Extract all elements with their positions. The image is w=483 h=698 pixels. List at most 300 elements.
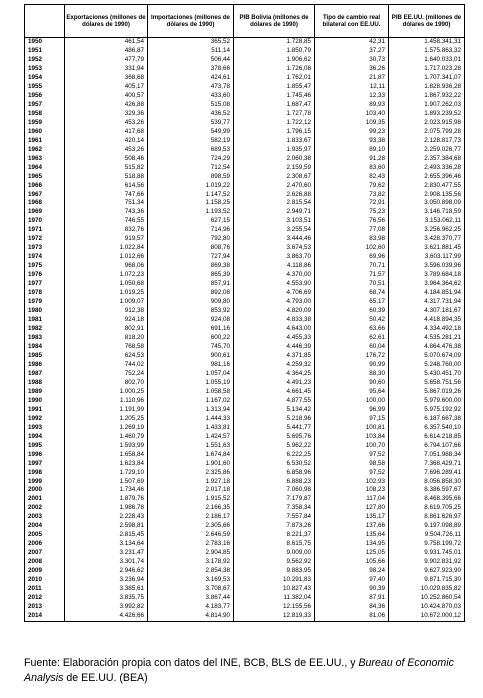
cell-imports: 433,60 [148,92,234,101]
cell-exports: 1.191,99 [65,406,148,415]
cell-gdp-bolivia: 4.371,85 [234,352,315,361]
cell-imports: 865,39 [148,271,234,280]
cell-gdp-bolivia: 9.562,92 [234,558,315,567]
cell-imports: 1.927,18 [148,477,234,486]
table-row [25,549,465,558]
cell-gdp-bolivia: 4.364,25 [234,370,315,379]
cell-gdp-usa: 2.493.336,28 [389,164,465,173]
cell-imports: 627,15 [148,217,234,226]
cell-year: 1970 [25,217,65,226]
cell-exchange-rate: 102,93 [315,477,389,486]
cell-gdp-usa: 1.867.932,22 [389,92,465,101]
cell-gdp-bolivia: 4.118,86 [234,262,315,271]
cell-imports: 853,92 [148,307,234,316]
cell-gdp-usa: 2.075.799,28 [389,128,465,137]
table-row [25,558,465,567]
cell-gdp-usa: 1.828.936,28 [389,83,465,92]
cell-gdp-bolivia: 1.728,85 [234,38,315,47]
cell-exchange-rate: 135,17 [315,513,389,522]
cell-exports: 746,55 [65,217,148,226]
cell-gdp-bolivia: 2.815,54 [234,199,315,208]
cell-year: 1952 [25,56,65,65]
cell-exchange-rate: 99,23 [315,128,389,137]
cell-gdp-usa: 3.964.364,62 [389,280,465,289]
cell-exports: 3.134,64 [65,540,148,549]
cell-year: 1960 [25,128,65,137]
cell-gdp-bolivia: 3.103,51 [234,217,315,226]
cell-exports: 331,94 [65,65,148,74]
table-row [25,56,465,65]
cell-year: 1964 [25,164,65,173]
cell-exports: 747,66 [65,190,148,199]
cell-imports: 424,61 [148,74,234,83]
cell-exports: 802,91 [65,325,148,334]
cell-gdp-usa: 3.153.062,11 [389,217,465,226]
cell-exports: 2.228,43 [65,513,148,522]
table-row [25,244,465,253]
cell-year: 1980 [25,307,65,316]
cell-gdp-usa: 8.619.705,25 [389,504,465,513]
cell-year: 1999 [25,477,65,486]
cell-exchange-rate: 97,52 [315,451,389,460]
cell-imports: 1.167,02 [148,397,234,406]
cell-gdp-usa: 1.640.033,01 [389,56,465,65]
cell-gdp-usa: 1.458.341,31 [389,38,465,47]
table-row [25,208,465,217]
cell-exchange-rate: 91,28 [315,155,389,164]
data-table [24,4,465,622]
cell-exchange-rate: 108,23 [315,486,389,495]
cell-gdp-bolivia: 12.819,33 [234,612,315,621]
cell-exchange-rate: 12,33 [315,92,389,101]
cell-year: 2000 [25,486,65,495]
header-year [25,5,65,38]
cell-exchange-rate: 83,98 [315,235,389,244]
cell-exchange-rate: 97,40 [315,576,389,585]
cell-year: 1997 [25,460,65,469]
cell-gdp-bolivia: 9.009,00 [234,549,315,558]
cell-imports: 1.055,19 [148,379,234,388]
cell-gdp-usa: 8.468.395,66 [389,495,465,504]
table-row [25,235,465,244]
table-row [25,298,465,307]
cell-gdp-bolivia: 5.441,77 [234,424,315,433]
cell-exchange-rate: 97,52 [315,469,389,478]
cell-exports: 515,82 [65,164,148,173]
cell-exchange-rate: 117,04 [315,495,389,504]
cell-exchange-rate: 98,24 [315,567,389,576]
header-imports: Importaciones (millones de dólares de 1990) [148,5,234,38]
cell-gdp-bolivia: 8.221,37 [234,531,315,540]
cell-year: 1984 [25,343,65,352]
cell-exchange-rate: 89,10 [315,146,389,155]
table-row [25,253,465,262]
cell-exports: 405,17 [65,83,148,92]
cell-imports: 2.166,35 [148,504,234,513]
table-body [25,38,465,622]
cell-exports: 1.072,23 [65,271,148,280]
cell-gdp-usa: 6.794.107,66 [389,442,465,451]
cell-year: 1989 [25,388,65,397]
cell-imports: 436,52 [148,110,234,119]
cell-gdp-bolivia: 4.706,69 [234,289,315,298]
cell-imports: 473,78 [148,83,234,92]
cell-gdp-usa: 2.128.817,73 [389,137,465,146]
cell-exchange-rate: 63,66 [315,325,389,334]
cell-gdp-bolivia: 5.962,22 [234,442,315,451]
table-row [25,155,465,164]
cell-gdp-usa: 10.424.870,03 [389,603,465,612]
cell-year: 1994 [25,433,65,442]
cell-gdp-usa: 10.029.835,82 [389,585,465,594]
cell-year: 1993 [25,424,65,433]
cell-exports: 2.598,81 [65,522,148,531]
table-row [25,469,465,478]
cell-year: 1978 [25,289,65,298]
cell-year: 1974 [25,253,65,262]
header-gdp-bolivia: PIB Bolivia (millones de dólares de 1990) [234,5,315,38]
cell-imports: 3.708,67 [148,585,234,594]
cell-year: 1988 [25,379,65,388]
cell-imports: 1.313,94 [148,406,234,415]
cell-exports: 2.815,45 [65,531,148,540]
cell-exchange-rate: 37,27 [315,47,389,56]
cell-gdp-bolivia: 2.308,67 [234,173,315,182]
cell-year: 1961 [25,137,65,146]
table-row [25,406,465,415]
cell-gdp-bolivia: 1.850,79 [234,47,315,56]
cell-exports: 1.009,07 [65,298,148,307]
cell-exports: 1.050,68 [65,280,148,289]
cell-gdp-usa: 10.252.860,54 [389,594,465,603]
table-row [25,128,465,137]
cell-gdp-bolivia: 11.382,04 [234,594,315,603]
cell-gdp-bolivia: 5.218,96 [234,415,315,424]
cell-gdp-usa: 5.248.760,00 [389,361,465,370]
cell-exports: 3.236,94 [65,576,148,585]
cell-exchange-rate: 82,43 [315,173,389,182]
cell-gdp-bolivia: 5.134,42 [234,406,315,415]
cell-exports: 3.835,75 [65,594,148,603]
table-row [25,137,465,146]
cell-gdp-usa: 8.056.858,30 [389,477,465,486]
cell-exchange-rate: 50,42 [315,316,389,325]
table-row [25,316,465,325]
cell-gdp-usa: 1.707.341,07 [389,74,465,83]
cell-gdp-bolivia: 3.444,46 [234,235,315,244]
table-row [25,540,465,549]
cell-exports: 1.460,79 [65,433,148,442]
cell-exchange-rate: 127,80 [315,504,389,513]
table-row [25,307,465,316]
cell-gdp-bolivia: 6.530,52 [234,460,315,469]
cell-year: 1990 [25,397,65,406]
cell-exchange-rate: 87,91 [315,594,389,603]
cell-gdp-usa: 4.307.181,67 [389,307,465,316]
table-row [25,451,465,460]
cell-imports: 549,99 [148,128,234,137]
cell-imports: 1.057,04 [148,370,234,379]
cell-imports: 714,96 [148,226,234,235]
cell-imports: 4.814,90 [148,612,234,621]
cell-year: 2006 [25,540,65,549]
cell-year: 1950 [25,38,65,47]
cell-gdp-bolivia: 4.793,00 [234,298,315,307]
cell-gdp-usa: 5.658.751,56 [389,379,465,388]
cell-year: 2002 [25,504,65,513]
cell-exchange-rate: 98,58 [315,460,389,469]
cell-exports: 1.022,84 [65,244,148,253]
cell-gdp-usa: 4.418.894,35 [389,316,465,325]
header-gdp-usa: PIB EE.UU. (millones de dólares de 1990) [389,5,465,38]
cell-year: 1953 [25,65,65,74]
cell-gdp-bolivia: 6.222,25 [234,451,315,460]
cell-gdp-bolivia: 3.863,70 [234,253,315,262]
cell-gdp-usa: 6.614.218,85 [389,433,465,442]
cell-year: 1962 [25,146,65,155]
cell-exchange-rate: 60,04 [315,343,389,352]
cell-exchange-rate: 103,84 [315,433,389,442]
table-row [25,173,465,182]
cell-exchange-rate: 100,81 [315,424,389,433]
table-row [25,289,465,298]
cell-exports: 968,06 [65,262,148,271]
footnote-prefix: Fuente: Elaboración propia con datos del INE, BCB, BLS de EE.UU., y [24,657,359,669]
cell-gdp-usa: 5.070.674,09 [389,352,465,361]
cell-imports: 892,08 [148,289,234,298]
table-row [25,415,465,424]
cell-gdp-usa: 7.368.429,71 [389,460,465,469]
cell-exports: 417,68 [65,128,148,137]
table-row [25,370,465,379]
cell-imports: 2.783,16 [148,540,234,549]
footnote-suffix: de EE.UU. (BEA) [63,672,148,684]
cell-year: 1981 [25,316,65,325]
cell-gdp-usa: 2.023.915,98 [389,119,465,128]
table-row [25,567,465,576]
cell-imports: 2.305,66 [148,522,234,531]
cell-exchange-rate: 79,62 [315,182,389,191]
cell-year: 1968 [25,199,65,208]
cell-exports: 1.879,76 [65,495,148,504]
cell-year: 1958 [25,110,65,119]
cell-exchange-rate: 90,99 [315,361,389,370]
cell-year: 1951 [25,47,65,56]
cell-exchange-rate: 96,99 [315,406,389,415]
cell-exports: 420,14 [65,137,148,146]
cell-year: 1963 [25,155,65,164]
cell-gdp-usa: 9.758.199,72 [389,540,465,549]
cell-exchange-rate: 62,61 [315,334,389,343]
cell-year: 1982 [25,325,65,334]
cell-gdp-usa: 3.603.117,99 [389,253,465,262]
cell-year: 1977 [25,280,65,289]
cell-gdp-usa: 3.256.962,25 [389,226,465,235]
cell-imports: 2.186,17 [148,513,234,522]
cell-imports: 1.058,58 [148,388,234,397]
cell-exchange-rate: 70,51 [315,280,389,289]
cell-year: 2007 [25,549,65,558]
table-header-row [25,5,465,38]
header-exports: Exportaciones (millones de dólares de 1990) [65,5,148,38]
cell-year: 1971 [25,226,65,235]
cell-imports: 3.169,53 [148,576,234,585]
cell-gdp-usa: 2.357.384,68 [389,155,465,164]
table-row [25,612,465,621]
cell-gdp-usa: 9.931.745,01 [389,549,465,558]
cell-gdp-bolivia: 1.855,47 [234,83,315,92]
cell-imports: 689,53 [148,146,234,155]
cell-year: 1965 [25,173,65,182]
cell-year: 2013 [25,603,65,612]
cell-gdp-bolivia: 12.155,56 [234,603,315,612]
cell-year: 1983 [25,334,65,343]
cell-imports: 539,77 [148,119,234,128]
cell-imports: 4.183,77 [148,603,234,612]
table-row [25,271,465,280]
table-row [25,522,465,531]
cell-exchange-rate: 90,39 [315,585,389,594]
cell-imports: 792,80 [148,235,234,244]
cell-exports: 919,57 [65,235,148,244]
cell-exports: 4.426,66 [65,612,148,621]
cell-year: 1998 [25,469,65,478]
cell-gdp-usa: 6.357.540,10 [389,424,465,433]
cell-imports: 3.178,92 [148,558,234,567]
table-row [25,576,465,585]
cell-imports: 691,16 [148,325,234,334]
cell-imports: 515,08 [148,101,234,110]
cell-gdp-usa: 9.197.098,89 [389,522,465,531]
cell-exports: 818,20 [65,334,148,343]
cell-exports: 518,88 [65,173,148,182]
cell-gdp-bolivia: 1.833,67 [234,137,315,146]
cell-exports: 508,46 [65,155,148,164]
cell-gdp-bolivia: 4.833,38 [234,316,315,325]
cell-year: 1979 [25,298,65,307]
cell-exchange-rate: 73,82 [315,190,389,199]
cell-gdp-bolivia: 3.674,53 [234,244,315,253]
cell-exchange-rate: 134,95 [315,540,389,549]
cell-exports: 3.385,61 [65,585,148,594]
cell-exchange-rate: 100,00 [315,397,389,406]
cell-year: 1954 [25,74,65,83]
cell-gdp-usa: 5.867.019,26 [389,388,465,397]
cell-year: 2011 [25,585,65,594]
cell-exchange-rate: 77,08 [315,226,389,235]
table-row [25,199,465,208]
cell-gdp-usa: 2.908.135,56 [389,190,465,199]
cell-exports: 1.986,78 [65,504,148,513]
cell-imports: 909,80 [148,298,234,307]
cell-exports: 486,87 [65,47,148,56]
cell-imports: 600,22 [148,334,234,343]
cell-year: 1986 [25,361,65,370]
cell-imports: 1.551,63 [148,442,234,451]
table-row [25,495,465,504]
table-row [25,146,465,155]
cell-gdp-bolivia: 4.643,00 [234,325,315,334]
table-row [25,182,465,191]
cell-exchange-rate: 72,91 [315,199,389,208]
table-row [25,513,465,522]
cell-gdp-bolivia: 6.858,96 [234,469,315,478]
cell-gdp-bolivia: 4.820,09 [234,307,315,316]
cell-exports: 1.205,25 [65,415,148,424]
cell-imports: 3.867,44 [148,594,234,603]
cell-gdp-bolivia: 1.745,46 [234,92,315,101]
cell-gdp-bolivia: 2.470,60 [234,182,315,191]
cell-gdp-usa: 3.050.898,09 [389,199,465,208]
table-row [25,119,465,128]
cell-exchange-rate: 65,17 [315,298,389,307]
cell-year: 1966 [25,182,65,191]
cell-exchange-rate: 97,15 [315,415,389,424]
source-footnote [24,656,474,686]
table-row [25,334,465,343]
table-row [25,531,465,540]
cell-exchange-rate: 90,60 [315,379,389,388]
cell-imports: 898,59 [148,173,234,182]
cell-year: 2014 [25,612,65,621]
cell-gdp-usa: 2.655.396,46 [389,173,465,182]
cell-gdp-usa: 4.334.492,18 [389,325,465,334]
cell-exchange-rate: 89,93 [315,101,389,110]
cell-year: 1987 [25,370,65,379]
cell-imports: 808,76 [148,244,234,253]
cell-exports: 768,58 [65,343,148,352]
cell-gdp-bolivia: 2.949,71 [234,208,315,217]
cell-imports: 900,61 [148,352,234,361]
cell-exports: 477,79 [65,56,148,65]
cell-gdp-bolivia: 1.796,15 [234,128,315,137]
cell-gdp-bolivia: 4.661,45 [234,388,315,397]
cell-exports: 1.269,19 [65,424,148,433]
cell-exports: 1.593,99 [65,442,148,451]
cell-imports: 1.674,84 [148,451,234,460]
cell-exports: 751,34 [65,199,148,208]
table-row [25,388,465,397]
cell-gdp-bolivia: 1.906,62 [234,56,315,65]
cell-exchange-rate: 21,87 [315,74,389,83]
cell-exchange-rate: 81,06 [315,612,389,621]
table-row [25,325,465,334]
table-row [25,585,465,594]
cell-gdp-bolivia: 4.259,32 [234,361,315,370]
cell-imports: 1.901,60 [148,460,234,469]
table-row [25,486,465,495]
table-row [25,379,465,388]
cell-gdp-usa: 8.386.597,67 [389,486,465,495]
cell-year: 2009 [25,567,65,576]
cell-exchange-rate: 84,36 [315,603,389,612]
cell-gdp-usa: 5.979.600,00 [389,397,465,406]
cell-exports: 744,02 [65,361,148,370]
cell-gdp-bolivia: 1.762,01 [234,74,315,83]
cell-year: 2010 [25,576,65,585]
cell-year: 1996 [25,451,65,460]
cell-year: 1969 [25,208,65,217]
cell-year: 1959 [25,119,65,128]
cell-gdp-bolivia: 8.615,75 [234,540,315,549]
cell-exports: 832,76 [65,226,148,235]
cell-gdp-usa: 9.902.831,92 [389,558,465,567]
cell-imports: 857,91 [148,280,234,289]
cell-year: 1995 [25,442,65,451]
cell-gdp-bolivia: 1.687,47 [234,101,315,110]
cell-exchange-rate: 103,40 [315,110,389,119]
cell-gdp-bolivia: 7.060,98 [234,486,315,495]
